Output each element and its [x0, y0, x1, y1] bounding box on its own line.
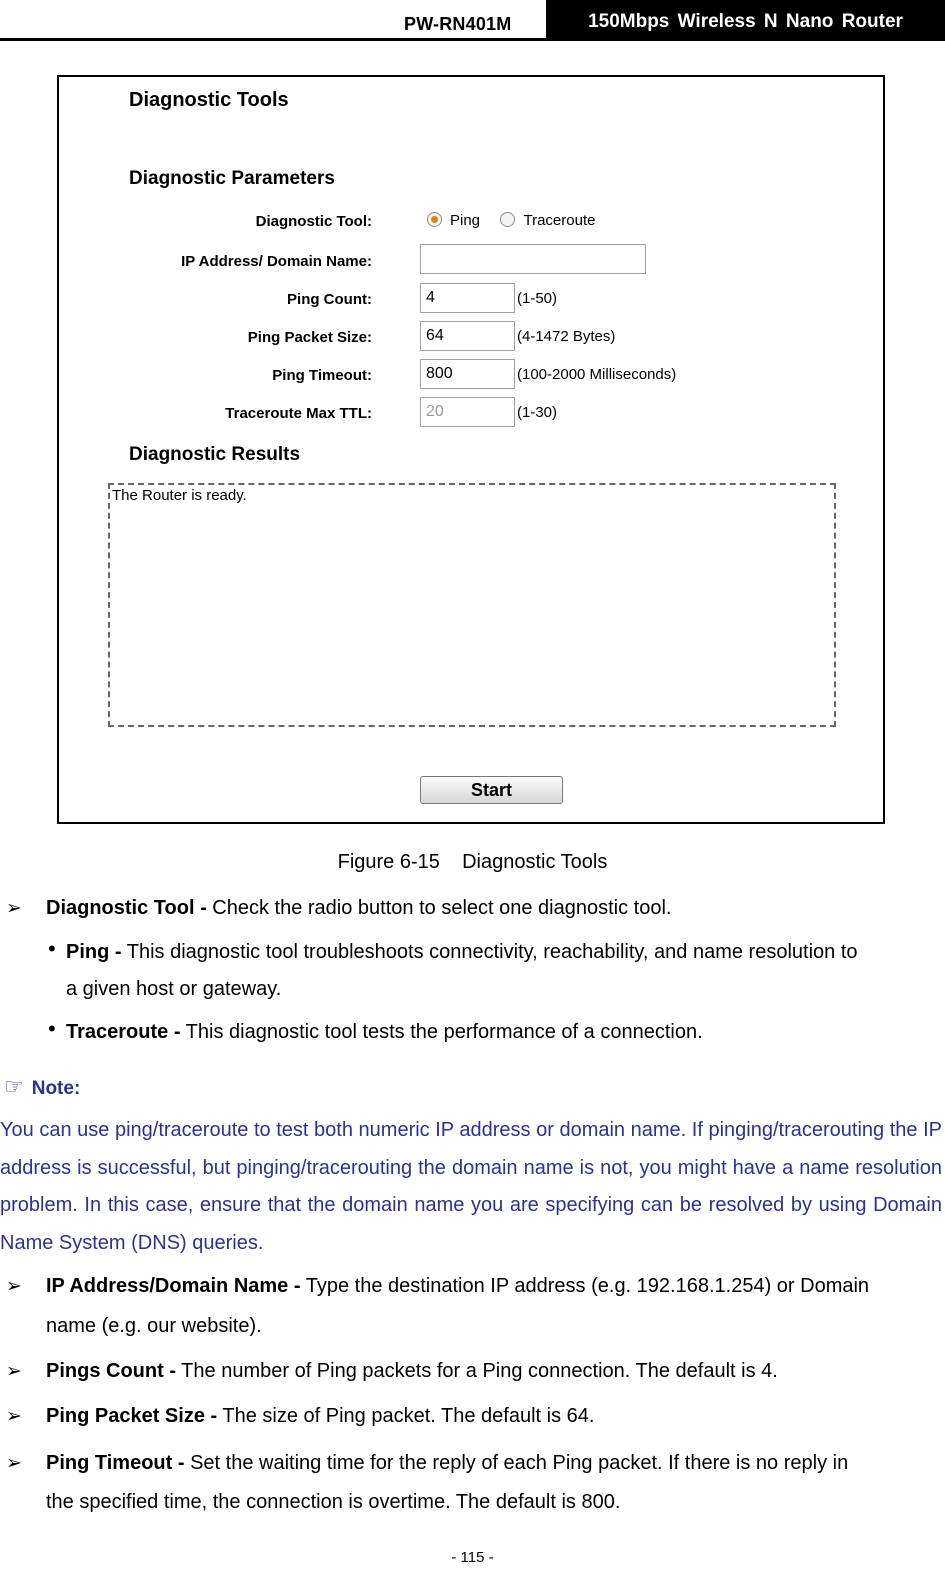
traceroute-radio[interactable] [500, 212, 515, 227]
ping-packet-size-hint: (4-1472 Bytes) [517, 328, 616, 345]
pointing-hand-icon: ☞ [4, 1074, 24, 1099]
diagnostic-parameters-heading: Diagnostic Parameters [129, 168, 335, 189]
arrow-bullet-icon: ➢ [6, 1276, 22, 1297]
ping-timeout-label: Ping Timeout: [272, 367, 372, 384]
description: The size of Ping packet. The default is 64. [217, 1405, 595, 1427]
start-button[interactable]: Start [420, 776, 563, 804]
arrow-bullet-icon: ➢ [6, 1453, 22, 1474]
traceroute-max-ttl-hint: (1-30) [517, 404, 558, 421]
traceroute-max-ttl-input[interactable]: 20 [420, 397, 515, 427]
header-model: PW-RN401M [404, 14, 512, 34]
diagnostic-results-textarea[interactable] [108, 483, 836, 727]
diagnostic-tools-title: Diagnostic Tools [129, 89, 289, 111]
ping-timeout-paragraph [46, 1445, 848, 1482]
ping-packet-size-input[interactable]: 64 [420, 321, 515, 351]
ping-paragraph [66, 934, 858, 971]
ping-radio-label[interactable]: Ping [450, 212, 481, 229]
note-label: Note: [31, 1078, 81, 1099]
term: Pings Count - [46, 1360, 176, 1382]
term: Traceroute - [66, 1021, 181, 1043]
arrow-bullet-icon: ➢ [6, 1361, 22, 1382]
description: Set the waiting time for the reply of each Ping packet. If there is no reply in [184, 1452, 849, 1474]
note-text: You can use ping/traceroute to test both numeric IP address or domain name. If pinging/tracerouting the IP address is successful, but pinging/tracerouting the domain name is not, you might have a name resolution problem. In this case, ensure that the domain name you are specifying can be resolved by using Domain Name System (DNS) queries. [0, 1119, 942, 1254]
dot-bullet-icon: • [48, 1016, 56, 1041]
ping-count-label: Ping Count: [287, 291, 372, 308]
description: This diagnostic tool tests the performance of a connection. [180, 1021, 703, 1043]
ping-timeout-hint: (100-2000 Milliseconds) [517, 366, 677, 383]
ping-count-hint: (1-50) [517, 290, 558, 307]
traceroute-paragraph [66, 1014, 703, 1051]
diagnostic-tool-paragraph [46, 890, 671, 927]
page-number: - 115 - [451, 1549, 494, 1566]
figure-caption: Figure 6-15 Diagnostic Tools [337, 851, 608, 873]
arrow-bullet-icon: ➢ [6, 898, 22, 919]
ping-timeout-paragraph-continued: the specified time, the connection is overtime. The default is 800. [46, 1491, 621, 1513]
ping-timeout-input[interactable]: 800 [420, 359, 515, 389]
ping-count-input[interactable]: 4 [420, 283, 515, 313]
diagnostic-tools-figure [57, 75, 885, 824]
term: IP Address/Domain Name - [46, 1275, 301, 1297]
arrow-bullet-icon: ➢ [6, 1406, 22, 1427]
results-text: The Router is ready. [112, 487, 247, 504]
ping-packet-size-paragraph [46, 1398, 594, 1435]
ip-address-paragraph-continued: name (e.g. our website). [46, 1315, 262, 1337]
traceroute-radio-label[interactable]: Traceroute [523, 212, 596, 229]
diagnostic-results-heading: Diagnostic Results [129, 444, 301, 465]
diagnostic-tool-label: Diagnostic Tool: [255, 213, 372, 230]
description: The number of Ping packets for a Ping connection. The default is 4. [175, 1360, 778, 1382]
ping-packet-size-label: Ping Packet Size: [247, 329, 372, 346]
description: This diagnostic tool troubleshoots connectivity, reachability, and name resolution to [121, 941, 858, 963]
term: Ping Packet Size - [46, 1405, 218, 1427]
ping-radio[interactable] [427, 212, 442, 227]
ip-address-label: IP Address/ Domain Name: [181, 253, 372, 270]
term: Ping Timeout - [46, 1452, 185, 1474]
ip-address-input[interactable] [420, 244, 646, 274]
page-header [0, 0, 945, 40]
note-heading [4, 1074, 80, 1100]
term: Diagnostic Tool - [46, 897, 207, 919]
ping-paragraph-continued: a given host or gateway. [66, 978, 282, 1000]
term: Ping - [66, 941, 122, 963]
traceroute-max-ttl-label: Traceroute Max TTL: [225, 405, 372, 422]
description: Check the radio button to select one diagnostic tool. [206, 897, 672, 919]
header-product-title: 150Mbps Wireless N Nano Router [546, 0, 945, 40]
diagnostic-tool-radios [427, 212, 611, 230]
description: Type the destination IP address (e.g. 192.168.1.254) or Domain [300, 1275, 870, 1297]
pings-count-paragraph [46, 1353, 778, 1390]
ip-address-paragraph [46, 1268, 869, 1305]
dot-bullet-icon: • [48, 936, 56, 961]
header-rule [0, 38, 945, 41]
